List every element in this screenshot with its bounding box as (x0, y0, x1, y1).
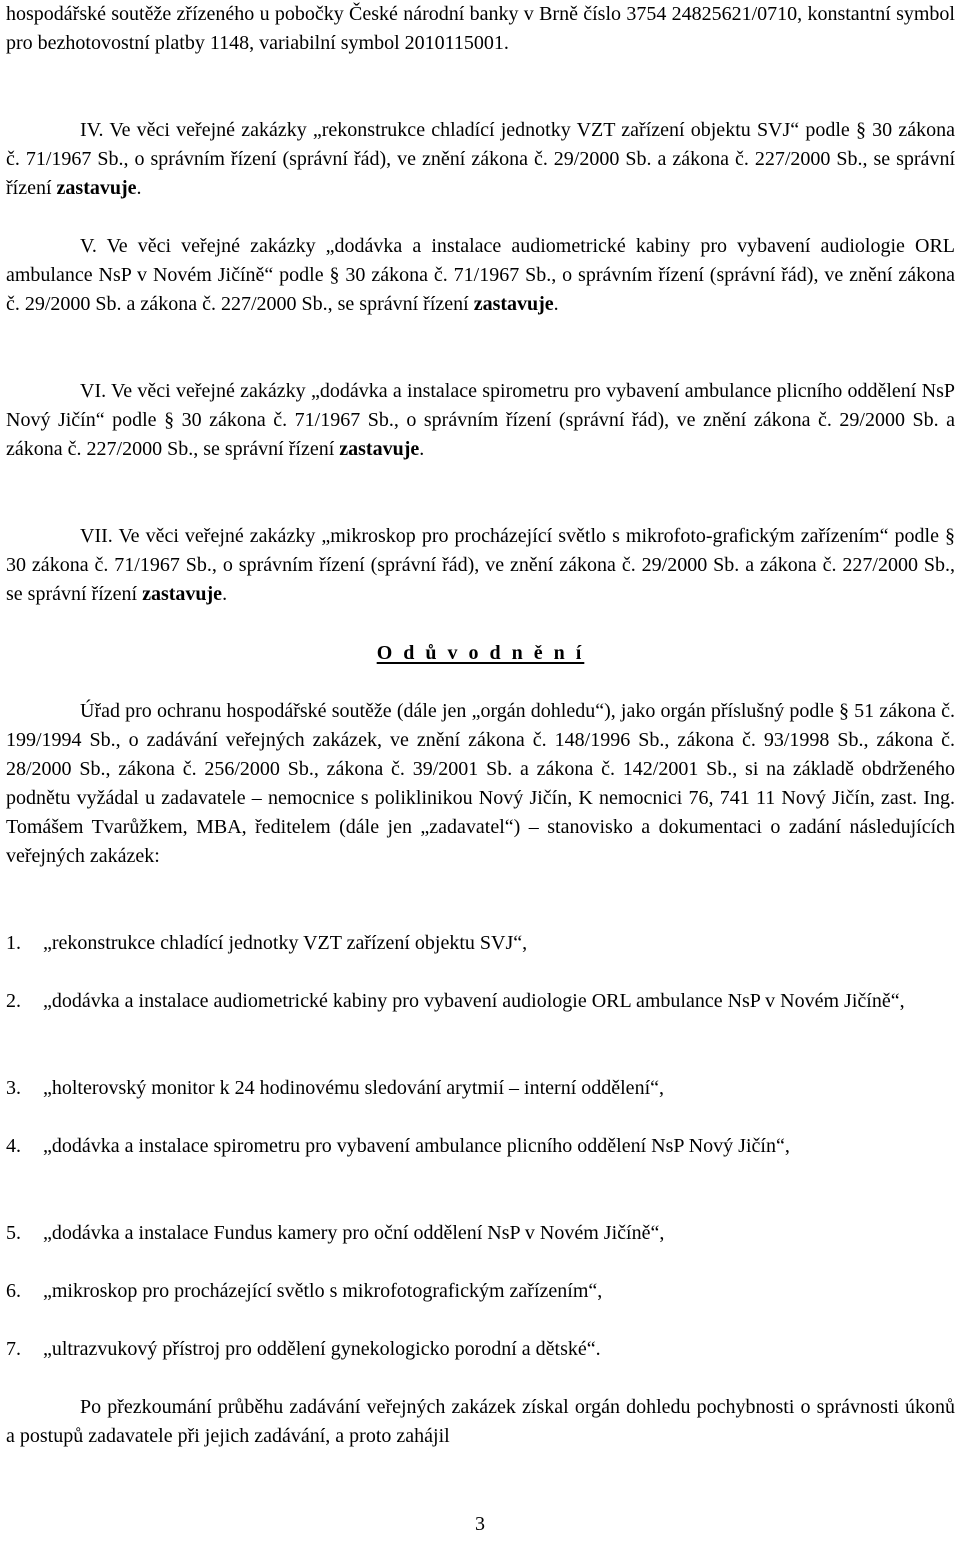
verdict-bold: zastavuje (339, 438, 420, 460)
paragraph-end: . (136, 177, 142, 199)
verdict-bold: zastavuje (142, 583, 223, 605)
verdict-bold: zastavuje (56, 177, 137, 199)
paragraph-end: . (419, 438, 425, 460)
paragraph-section-vi (6, 377, 955, 464)
paragraph-closing (6, 1393, 955, 1451)
list-text: „mikroskop pro procházející světlo s mikrofotografickým zařízením“, (43, 1280, 603, 1302)
paragraph-text: VI. Ve věci veřejné zakázky „dodávka a instalace spirometru pro vybavení ambulance plicního oddělení NsP Nový Jičín“ podle § 30 zákona č. 71/1967 Sb., o správním řízení (správní řád), ve znění zákona č. 29/2000 Sb. a zákona č. 227/2000 Sb., se správní řízení (6, 380, 955, 460)
list-item (6, 929, 955, 958)
list-text: „dodávka a instalace audiometrické kabiny pro vybavení audiologie ORL ambulance NsP v Novém Jičíně“, (43, 990, 905, 1012)
paragraph-text: IV. Ve věci veřejné zakázky „rekonstrukce chladící jednotky VZT zařízení objektu SVJ“ podle § 30 zákona č. 71/1967 Sb., o správním řízení (správní řád), ve znění zákona č. 29/2000 Sb. a zákona č. 227/2000 Sb., se správní řízení (6, 119, 955, 199)
paragraph-text: VII. Ve věci veřejné zakázky „mikroskop pro procházející světlo s mikrofoto-grafickým zařízením“ podle § 30 zákona č. 71/1967 Sb., o správním řízení (správní řád), ve znění zákona č. 29/2000 Sb. a zákona č. 227/2000 Sb., se správní řízení (6, 525, 955, 605)
page-number: 3 (475, 1513, 485, 1535)
paragraph-text: Úřad pro ochranu hospodářské soutěže (dále jen „orgán dohledu“), jako orgán příslušný podle § 51 zákona č. 199/1994 Sb., o zadávání veřejných zakázek, ve znění zákona č. 148/1996 Sb., zákona č. 93/1998 Sb., zákona č. 28/2000 Sb., zákona č. 256/2000 Sb., zákona č. 39/2001 Sb. a zákona č. 142/2001 Sb., si na základě obdrženého podnětu vyžádal u zadavatele – nemocnice s poliklinikou Nový Jičín, K nemocnici 76, 741 11 Nový Jičín, zast. Ing. Tomášem Tvarůžkem, MBA, ředitelem (dále jen „zadavatel“) – stanovisko a dokumentaci o zadání následujících veřejných zakázek: (6, 700, 955, 867)
list-text: „ultrazvukový přístroj pro oddělení gynekologicko porodní a dětské“. (43, 1338, 601, 1360)
list-text: „dodávka a instalace spirometru pro vybavení ambulance plicního oddělení NsP Nový Jičín“, (43, 1135, 790, 1157)
paragraph-section-vii (6, 522, 955, 609)
list-item (6, 1132, 955, 1161)
paragraph-end: . (553, 293, 559, 315)
section-heading-reasoning: O d ů v o d n ě n í (376, 642, 585, 664)
list-item (6, 987, 955, 1016)
verdict-bold: zastavuje (473, 293, 554, 315)
list-number: 2. (6, 990, 21, 1012)
paragraph-text: V. Ve věci veřejné zakázky „dodávka a instalace audiometrické kabiny pro vybavení audiologie ORL ambulance NsP v Novém Jičíně“ podle § 30 zákona č. 71/1967 Sb., o správním řízení (správní řád), ve znění zákona č. 29/2000 Sb. a zákona č. 227/2000 Sb., se správní řízení (6, 235, 955, 315)
list-number: 4. (6, 1135, 21, 1157)
paragraph-text: hospodářské soutěže zřízeného u pobočky České národní banky v Brně číslo 3754 24825621/0710, konstantní symbol pro bezhotovostní platby 1148, variabilní symbol 2010115001. (6, 3, 955, 54)
list-number: 1. (6, 932, 21, 954)
list-number: 3. (6, 1077, 21, 1099)
list-text: „rekonstrukce chladící jednotky VZT zařízení objektu SVJ“, (43, 932, 528, 954)
paragraph-section-iv (6, 116, 955, 203)
paragraph-end: . (222, 583, 228, 605)
list-item (6, 1335, 955, 1364)
paragraph-reasoning-intro (6, 697, 955, 871)
list-number: 5. (6, 1222, 21, 1244)
list-text: „holterovský monitor k 24 hodinovému sledování arytmií – interní oddělení“, (43, 1077, 664, 1099)
paragraph-text: Po přezkoumání průběhu zadávání veřejných zakázek získal orgán dohledu pochybnosti o správnosti úkonů a postupů zadavatele při jejich zadávání, a proto zahájil (6, 1396, 955, 1447)
list-item (6, 1074, 955, 1103)
list-text: „dodávka a instalace Fundus kamery pro oční oddělení NsP v Novém Jičíně“, (43, 1222, 665, 1244)
paragraph-payment-info (6, 0, 955, 58)
list-number: 7. (6, 1338, 21, 1360)
list-item (6, 1219, 955, 1248)
paragraph-section-v (6, 232, 955, 319)
list-number: 6. (6, 1280, 21, 1302)
list-item (6, 1277, 955, 1306)
